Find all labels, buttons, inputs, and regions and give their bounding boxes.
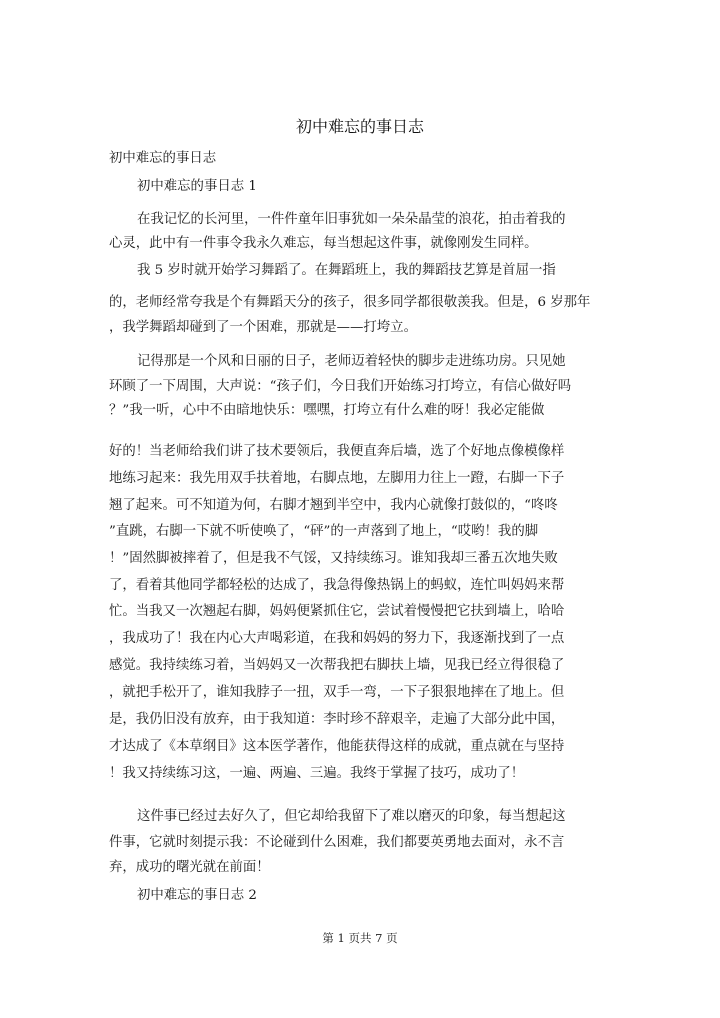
text-line: ！我又持续练习这，一遍、两遍、三遍。我终于掌握了技巧，成功了！: [109, 766, 525, 781]
text-line: 心灵，此中有一件事令我永久难忘，每当想起这件事，就像刚发生同样。: [109, 236, 538, 251]
text-line: ，我成功了！我在内心大声喝彩道，在我和妈妈的努力下，我逐渐找到了一点: [109, 631, 565, 646]
text-line: 件事，它就时刻提示我：不论碰到什么困难，我们都要英勇地去面对，永不言: [109, 835, 565, 850]
text-line: 的，老师经常夸我是个有舞蹈天分的孩子，很多同学都很敬羡我。但是，6 岁那年: [109, 295, 591, 310]
text-line: ！”固然脚被摔着了，但是我不气馁，又持续练习。谁知我却三番五次地失败: [109, 551, 558, 566]
text-line: 这件事已经过去好久了，但它却给我留下了难以磨灭的印象，每当想起这: [137, 809, 566, 824]
document-title: 初中难忘的事日志: [295, 117, 424, 136]
section-heading-2: 初中难忘的事日志 2: [137, 888, 257, 903]
text-line: 环顾了一下周围，大声说：“孩子们，今日我们开始练习打垮立，有信心做好吗: [109, 379, 572, 394]
text-line: 我 5 岁时就开始学习舞蹈了。在舞蹈班上，我的舞蹈技艺算是首屈一指: [137, 263, 556, 278]
page-footer: 第 1 页共 7 页: [322, 931, 398, 945]
text-line: ”直跳，右脚一下就不听使唤了，“砰”的一声落到了地上，“哎哟！我的脚: [109, 524, 539, 539]
text-line: 在我记忆的长河里，一件件童年旧事犹如一朵朵晶莹的浪花，拍击着我的: [137, 212, 566, 227]
text-line: 记得那是一个风和日丽的日子，老师迈着轻快的脚步走进练功房。只见她: [137, 354, 566, 369]
text-line: 弃，成功的曙光就在前面！: [109, 860, 270, 875]
section-heading-1: 初中难忘的事日志 1: [137, 179, 257, 194]
text-line: 是，我仍旧没有放弃，由于我知道：李时珍不辞艰辛，走遍了大部分此中国，: [109, 712, 565, 727]
text-line: 地练习起来：我先用双手扶着地，右脚点地，左脚用力往上一蹬，右脚一下子: [109, 471, 565, 486]
text-line: 感觉。我持续练习着，当妈妈又一次帮我把右脚扶上墙，见我已经立得很稳了: [109, 658, 565, 673]
text-line: ，我学舞蹈却碰到了一个困难，那就是——打垮立。: [109, 320, 417, 335]
text-line: 忙。当我又一次翘起右脚，妈妈便紧抓住它，尝试着慢慢把它扶到墙上，哈哈: [109, 604, 565, 619]
text-line: ？”我一听，心中不由暗地快乐：嘿嘿，打垮立有什么难的呀！我必定能做: [109, 403, 545, 418]
document-subtitle: 初中难忘的事日志: [109, 151, 217, 166]
text-line: ，就把手松开了，谁知我脖子一扭，双手一弯，一下子狠狠地摔在了地上。但: [109, 685, 565, 700]
text-line: 好的！当老师给我们讲了技术要领后，我便直奔后墙，选了个好地点像模像样: [109, 444, 565, 459]
text-line: 才达成了《本草纲目》这本医学著作，他能获得这样的成就，重点就在与坚持: [109, 739, 565, 754]
text-line: 翘了起来。可不知道为何，右脚才翘到半空中，我内心就像打鼓似的，“咚咚: [109, 498, 558, 513]
text-line: 了，看着其他同学都轻松的达成了，我急得像热锅上的蚂蚁，连忙叫妈妈来帮: [109, 578, 565, 593]
